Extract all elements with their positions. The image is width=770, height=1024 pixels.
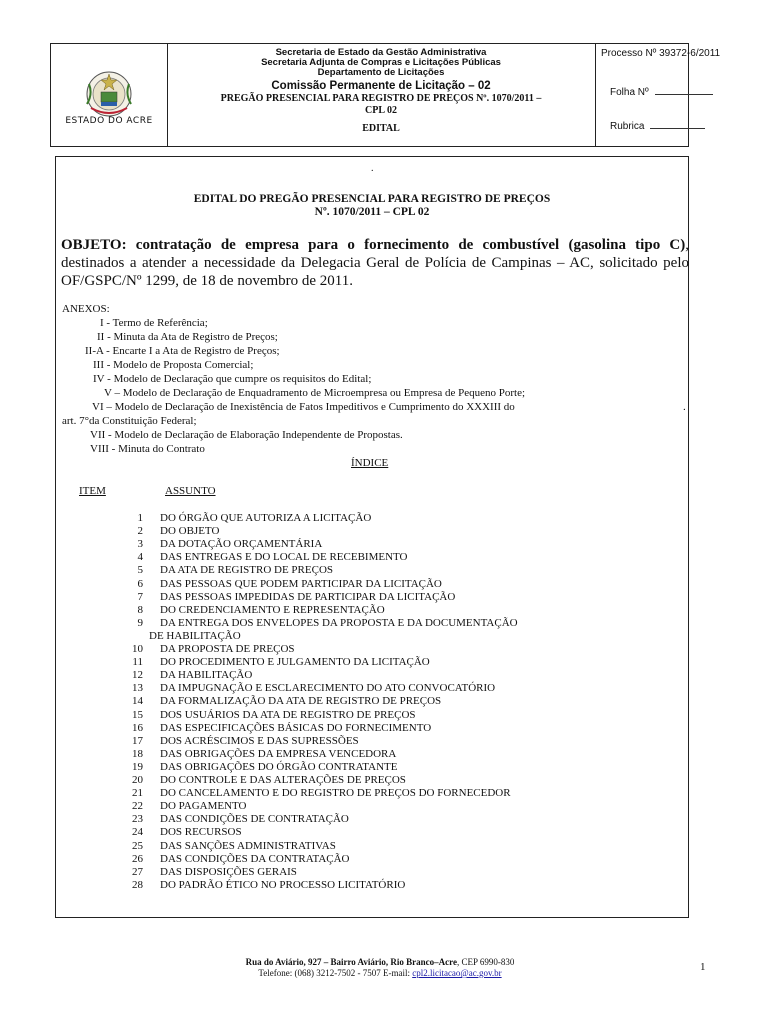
rubrica-line (650, 128, 705, 129)
indice-row-subject: DAS OBRIGAÇÕES DA EMPRESA VENCEDORA (160, 747, 397, 760)
footer-email-link[interactable]: cpl2.licitacao@ac.gov.br (412, 968, 502, 978)
indice-row (60, 826, 660, 839)
indice-row-number: 14 (132, 695, 143, 708)
footer-phone: Telefone: (068) 3212-7502 - 7507 E-mail: (258, 968, 413, 978)
indice-row-subject: DA PROPOSTA DE PREÇOS (160, 643, 295, 655)
indice-row (60, 695, 660, 708)
indice-row-subject: DAS OBRIGAÇÕES DO ÓRGÃO CONTRATANTE (160, 760, 398, 773)
indice-row-subject: DAS DISPOSIÇÕES GERAIS (160, 865, 297, 878)
indice-row (60, 525, 660, 538)
indice-row-subject: DAS PESSOAS QUE PODEM PARTICIPAR DA LICITAÇÃO (160, 577, 442, 590)
indice-row-number: 7 (137, 590, 143, 603)
seal-cell (51, 44, 168, 146)
indice-row (60, 551, 660, 564)
seal-caption: ESTADO DO ACRE (65, 116, 153, 126)
indice-title: ÍNDICE (351, 457, 389, 469)
indice-row (60, 682, 660, 695)
indice-row (60, 669, 660, 682)
indice-row (60, 866, 660, 879)
indice-row (60, 774, 660, 787)
document-header (50, 43, 721, 147)
anexo-item-continuation: art. 7°da Constituição Federal; (62, 415, 197, 427)
indice-row (60, 879, 660, 892)
indice-col-assunto: ASSUNTO (165, 485, 216, 497)
indice-row-subject: DOS ACRÉSCIMOS E DAS SUPRESSÕES (160, 734, 359, 747)
indice-row-subject: DAS ENTREGAS E DO LOCAL DE RECEBIMENTO (160, 551, 408, 564)
footer-address (150, 957, 610, 968)
indice-row-subject: DAS CONDIÇÕES DA CONTRATAÇÃO (160, 852, 350, 865)
anexo-item: VII - Modelo de Declaração de Elaboração Independente de Propostas. (90, 429, 403, 441)
anexo-item: V – Modelo de Declaração de Enquadramento de Microempresa ou Empresa de Pequeno Porte; (104, 387, 526, 399)
indice-row-number: 3 (137, 538, 143, 551)
indice-row-number: 28 (132, 878, 143, 891)
indice-row (60, 709, 660, 722)
indice-row-subject: DOS RECURSOS (160, 826, 242, 839)
indice-row-number: 12 (132, 669, 143, 682)
page-footer (150, 957, 610, 979)
indice-row-number: 1 (137, 512, 143, 524)
indice-row (60, 564, 660, 577)
indice-row-number: 19 (132, 760, 143, 773)
indice-row (60, 604, 660, 617)
indice-row (60, 591, 660, 604)
indice-row (60, 800, 660, 813)
indice-row-subject: DA ATA DE REGISTRO DE PREÇOS (160, 564, 334, 577)
indice-row (60, 538, 660, 551)
indice-row (60, 735, 660, 748)
header-secretaria: Secretaria de Estado da Gestão Administrativa (275, 47, 487, 58)
indice-row-subject: DO CONTROLE E DAS ALTERAÇÕES DE PREÇOS (160, 774, 406, 786)
indice-row-subject: DO PROCEDIMENTO E JULGAMENTO DA LICITAÇÃO (160, 656, 430, 669)
indice-row (60, 840, 660, 853)
indice-row-subject: DAS SANÇÕES ADMINISTRATIVAS (160, 839, 336, 852)
anexo-item: VI – Modelo de Declaração de Inexistência de Fatos Impeditivos e Cumprimento do XXXIII do (92, 401, 515, 413)
indice-row-subject: DA ENTREGA DOS ENVELOPES DA PROPOSTA E DA DOCUMENTAÇÃO (160, 616, 518, 629)
indice-row-number: 10 (132, 643, 143, 655)
indice-row-subject: DO CANCELAMENTO E DO REGISTRO DE PREÇOS DO FORNECEDOR (160, 787, 511, 800)
indice-row-subject: DA DOTAÇÃO ORÇAMENTÁRIA (160, 538, 323, 551)
folha-line (655, 94, 713, 95)
indice-row-subject: DE HABILITAÇÃO (149, 629, 241, 642)
indice-row-number: 4 (137, 551, 143, 564)
indice-row (60, 578, 660, 591)
indice-row-subject: DA IMPUGNAÇÃO E ESCLARECIMENTO DO ATO CONVOCATÓRIO (160, 682, 496, 695)
indice-row-number: 15 (132, 708, 143, 721)
footer-address-bold: Rua do Aviário, 927 – Bairro Aviário, Rio Branco–Acre (245, 957, 457, 967)
header-departamento: Departamento de Licitações (317, 67, 445, 78)
anexo-item: IV - Modelo de Declaração que cumpre os requisitos do Edital; (93, 373, 372, 385)
anexo-trailing-dot: . (683, 401, 686, 413)
indice-row-subject: DAS PESSOAS IMPEDIDAS DE PARTICIPAR DA LICITAÇÃO (160, 590, 456, 603)
header-pregao: PREGÃO PRESENCIAL PARA REGISTRO DE PREÇOS Nº. 1070/2011 – CPL 02 (220, 93, 542, 116)
indice-row-subject: DOS USUÁRIOS DA ATA DE REGISTRO DE PREÇOS (160, 708, 416, 721)
indice-row-subject: DA FORMALIZAÇÃO DA ATA DE REGISTRO DE PREÇOS (160, 695, 442, 708)
indice-row (60, 748, 660, 761)
anexo-item: VIII - Minuta do Contrato (90, 443, 205, 455)
indice-row-number: 16 (132, 721, 143, 734)
indice-row-number: 20 (132, 774, 143, 786)
indice-row (60, 643, 660, 656)
anexo-item: I - Termo de Referência; (100, 317, 208, 329)
rubrica-label: Rubrica (610, 121, 645, 132)
top-dot: . (371, 163, 374, 174)
indice-row-number: 21 (132, 787, 143, 800)
indice-row-number: 23 (132, 813, 143, 826)
indice-row-number: 26 (132, 852, 143, 865)
indice-row-number: 25 (132, 839, 143, 852)
edital-title-line1: EDITAL DO PREGÃO PRESENCIAL PARA REGISTRO DE PREÇOS (193, 193, 551, 205)
indice-row-number: 11 (132, 656, 143, 669)
edital-title (55, 193, 689, 219)
indice-row-number: 9 (137, 616, 143, 629)
footer-contact (150, 968, 610, 979)
indice-row-number: 13 (132, 682, 143, 695)
header-secretaria-adjunta: Secretaria Adjunta de Compras e Licitações Públicas (261, 57, 501, 68)
indice-row-number: 22 (132, 800, 143, 813)
anexo-item: II-A - Encarte I a Ata de Registro de Preços; (85, 345, 280, 357)
indice-row-subject: DA HABILITAÇÃO (160, 669, 253, 682)
objeto-bold: OBJETO: contratação de empresa para o fornecimento de combustível (gasolina tipo C) (61, 237, 686, 253)
state-seal-icon (79, 64, 139, 124)
processo-number: Processo Nº 39372-6/2011 (601, 48, 721, 59)
indice-row-number: 17 (132, 734, 143, 747)
edital-title-line2: Nº. 1070/2011 – CPL 02 (314, 206, 430, 218)
indice-row (60, 853, 660, 866)
indice-col-item: ITEM (79, 485, 106, 497)
indice-row-subject: DAS CONDIÇÕES DE CONTRATAÇÃO (160, 813, 349, 826)
header-edital: EDITAL (362, 123, 400, 134)
indice-row-number: 24 (132, 826, 143, 839)
anexo-item: III - Modelo de Proposta Comercial; (93, 359, 254, 371)
header-title-cell (167, 44, 596, 146)
indice-row-number: 2 (137, 525, 143, 538)
anexos-title: ANEXOS: (62, 303, 110, 315)
indice-row-subject: DO OBJETO (160, 525, 220, 538)
indice-row (60, 630, 660, 643)
indice-row-subject: DO CREDENCIAMENTO E REPRESENTAÇÃO (160, 603, 385, 616)
indice-row-number: 6 (137, 577, 143, 590)
indice-row-subject: DAS ESPECIFICAÇÕES BÁSICAS DO FORNECIMENTO (160, 721, 432, 734)
indice-row-number: 8 (137, 603, 143, 616)
indice-row-subject: DO ÓRGÃO QUE AUTORIZA A LICITAÇÃO (160, 512, 372, 524)
indice-row-number: 27 (132, 865, 143, 878)
page-number: 1 (700, 961, 706, 973)
objeto-rest: , destinados a atender a necessidade da Delegacia Geral de Polícia de Campinas – AC, solicitado pelo OF/GSPC/Nº 1299, de 18 de novembro de 2011. (61, 237, 689, 289)
indice-row (60, 512, 660, 525)
folha-label: Folha Nº (610, 87, 649, 98)
folha-field (610, 87, 713, 98)
header-comissao: Comissão Permanente de Licitação – 02 (271, 80, 491, 92)
indice-row-number: 18 (132, 747, 143, 760)
indice-row-subject: DO PADRÃO ÉTICO NO PROCESSO LICITATÓRIO (160, 878, 406, 891)
footer-address-rest: , CEP 6990-830 (456, 957, 515, 967)
indice-row (60, 722, 660, 735)
indice-row-number: 5 (137, 564, 143, 577)
indice-row (60, 617, 660, 630)
anexo-item: II - Minuta da Ata de Registro de Preços; (97, 331, 278, 343)
indice-row-subject: DO PAGAMENTO (160, 800, 247, 813)
indice-row (60, 656, 660, 669)
process-cell (596, 44, 721, 146)
objeto-paragraph (61, 236, 689, 290)
indice-row (60, 761, 660, 774)
indice-row (60, 813, 660, 826)
indice-row (60, 787, 660, 800)
rubrica-field (610, 121, 705, 132)
